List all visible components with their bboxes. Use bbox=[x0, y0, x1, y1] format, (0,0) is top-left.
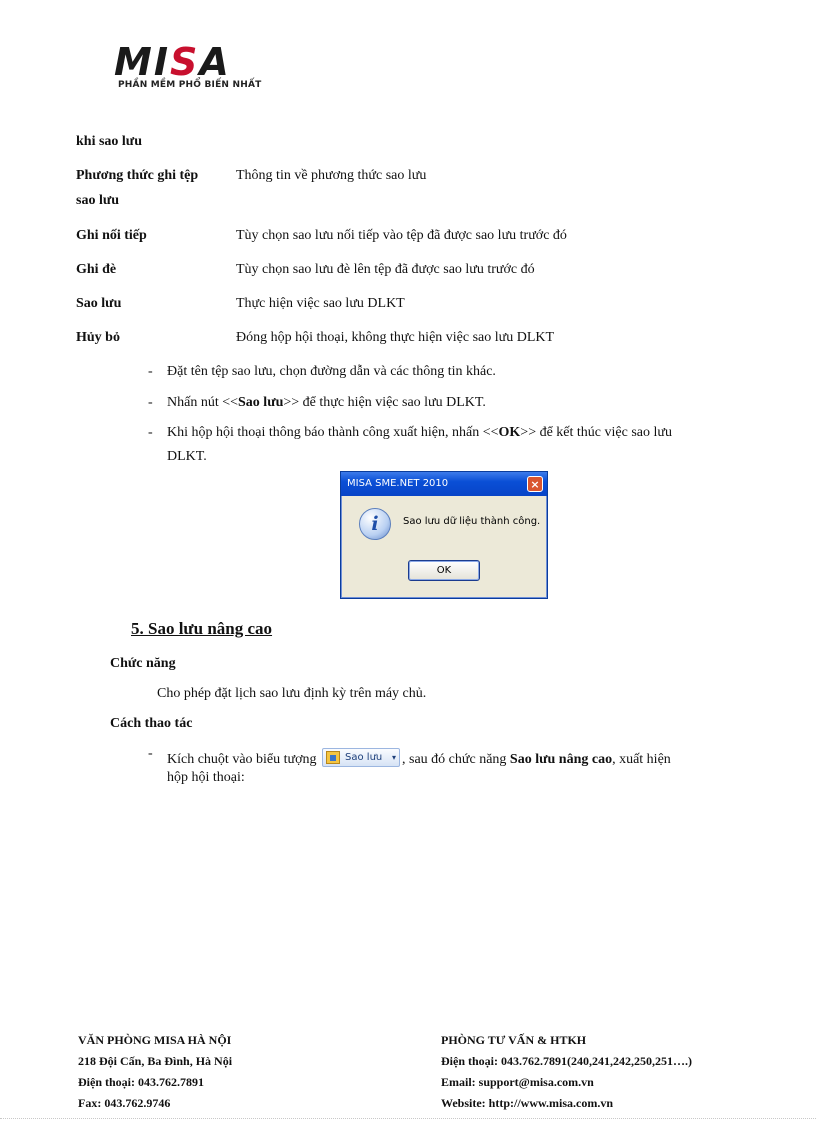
option-description: Đóng hộp hội thoại, không thực hiện việc sao lưu DLKT bbox=[236, 330, 555, 345]
footer-divider bbox=[0, 1118, 816, 1120]
howto-heading: Cách thao tác bbox=[110, 716, 193, 731]
option-label: Ghi nối tiếp bbox=[76, 228, 147, 243]
step-text-pre: Nhấn nút << bbox=[167, 395, 239, 410]
chevron-down-icon: ▾ bbox=[392, 753, 397, 762]
footer-office: VĂN PHÒNG MISA HÀ NỘI bbox=[78, 1033, 232, 1047]
step-bullet: - bbox=[148, 364, 153, 379]
footer-phone: Điện thoại: 043.762.7891(240,241,242,250,251….) bbox=[441, 1054, 692, 1068]
footer-website: Website: http://www.misa.com.vn bbox=[441, 1096, 613, 1110]
step-bullet: - bbox=[148, 395, 153, 410]
step-text-cont: DLKT. bbox=[167, 449, 207, 464]
logo-wordmark: MISA bbox=[114, 40, 231, 84]
option-label-cont: sao lưu bbox=[76, 193, 120, 208]
step-text bbox=[167, 393, 486, 413]
info-icon: i bbox=[359, 508, 391, 540]
dialog-message: Sao lưu dữ liệu thành công. bbox=[403, 516, 541, 527]
logo-tagline: PHẦN MỀM PHỔ BIẾN NHẤT bbox=[118, 80, 262, 90]
backup-toolbar-button[interactable] bbox=[322, 748, 400, 767]
step-text bbox=[167, 423, 672, 443]
step-text-bold: Sao lưu bbox=[238, 395, 284, 410]
backup-icon bbox=[326, 751, 340, 764]
footer-right bbox=[441, 1030, 692, 1114]
success-dialog bbox=[340, 471, 548, 599]
ok-button[interactable]: OK bbox=[408, 560, 480, 581]
dialog-title: MISA SME.NET 2010 bbox=[341, 472, 547, 496]
footer-left bbox=[78, 1030, 232, 1114]
howto-text-cont: hộp hội thoại: bbox=[167, 770, 245, 785]
function-text: Cho phép đặt lịch sao lưu định kỳ trên máy chủ. bbox=[157, 686, 427, 701]
function-heading: Chức năng bbox=[110, 656, 176, 671]
step-bullet: - bbox=[148, 425, 153, 440]
footer-address: 218 Đội Cấn, Ba Đình, Hà Nội bbox=[78, 1054, 233, 1068]
section-title: 5. Sao lưu nâng cao bbox=[131, 619, 273, 638]
misa-logo bbox=[112, 40, 292, 98]
option-description: Thông tin về phương thức sao lưu bbox=[236, 168, 427, 183]
howto-bullet: - bbox=[148, 746, 153, 761]
footer-office: PHÒNG TƯ VẤN & HTKH bbox=[441, 1033, 587, 1047]
howto-text-post: , xuất hiện bbox=[612, 752, 671, 767]
footer-email: Email: support@misa.com.vn bbox=[441, 1075, 594, 1089]
step-text-bold: OK bbox=[498, 425, 521, 440]
footer-phone: Điện thoại: 043.762.7891 bbox=[78, 1075, 204, 1089]
close-icon[interactable]: × bbox=[527, 476, 543, 492]
step-text-post: >> để kết thúc việc sao lưu bbox=[520, 425, 672, 440]
option-description: Tùy chọn sao lưu đè lên tệp đã được sao lưu trước đó bbox=[236, 262, 535, 277]
option-label: Ghi đè bbox=[76, 262, 117, 277]
option-description: Thực hiện việc sao lưu DLKT bbox=[236, 296, 405, 311]
howto-text-pre: Kích chuột vào biểu tượng bbox=[167, 752, 317, 767]
toolbar-button-label: Sao lưu bbox=[345, 752, 383, 763]
howto-text-mid: , sau đó chức năng bbox=[402, 752, 507, 767]
howto-text bbox=[167, 744, 671, 770]
step-text: Đặt tên tệp sao lưu, chọn đường dẫn và các thông tin khác. bbox=[167, 364, 496, 379]
step-text-post: >> để thực hiện việc sao lưu DLKT. bbox=[283, 395, 486, 410]
logo-accent-letter: S bbox=[169, 40, 200, 84]
option-label: Hủy bỏ bbox=[76, 330, 120, 345]
footer-fax: Fax: 043.762.9746 bbox=[78, 1096, 171, 1110]
option-description: Tùy chọn sao lưu nối tiếp vào tệp đã được sao lưu trước đó bbox=[236, 228, 567, 243]
option-label: Sao lưu bbox=[76, 296, 122, 311]
howto-text-bold: Sao lưu nâng cao bbox=[509, 752, 613, 767]
intro-text: khi sao lưu bbox=[76, 134, 142, 149]
step-text-pre: Khi hộp hội thoại thông báo thành công xuất hiện, nhấn << bbox=[167, 425, 499, 440]
option-label: Phương thức ghi tệp bbox=[76, 168, 199, 183]
